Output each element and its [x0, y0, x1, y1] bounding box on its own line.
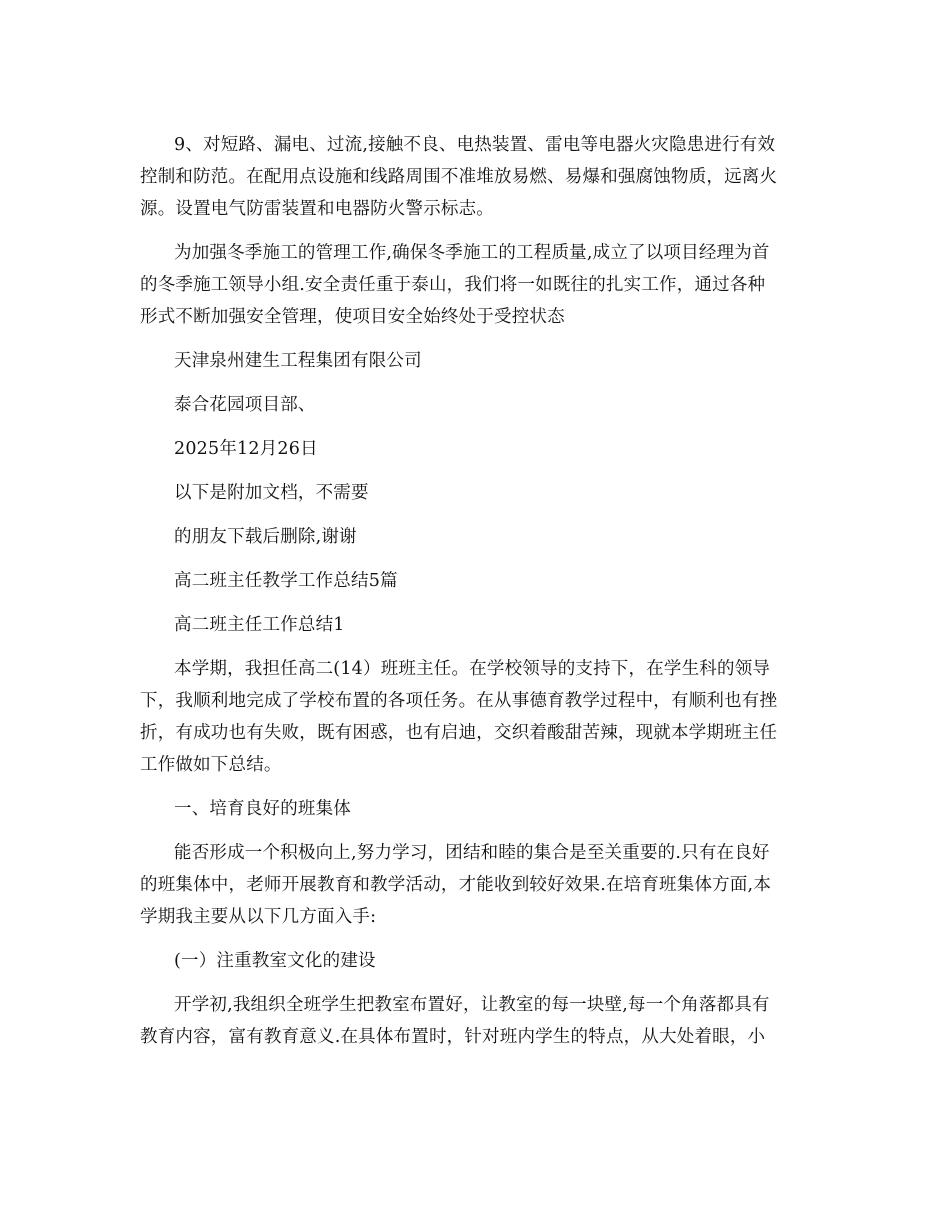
paragraph-line: 工作做如下总结。 — [140, 755, 282, 775]
paragraph-line: 9、对短路、漏电、过流,接触不良、电热装置、雷电等电器火灾隐患进行有效 — [174, 135, 776, 155]
paragraph-line: 开学初,我组织全班学生把教室布置好，让教室的每一块壁,每一个角落都具有 — [174, 995, 770, 1015]
paragraph-line: 为加强冬季施工的管理工作,确保冬季施工的工程质量,成立了以项目经理为首 — [174, 243, 770, 263]
paragraph-line: 下，我顺利地完成了学校布置的各项任务。在从事德育教学过程中，有顺利也有挫 — [140, 691, 778, 711]
paragraph-line: 源。设置电气防雷装置和电器防火警示标志。 — [140, 199, 494, 219]
paragraph-line: 的冬季施工领导小组.安全责任重于泰山，我们将一如既往的扎实工作，通过各种 — [140, 275, 766, 295]
appendix-note: 以下是附加文档，不需要 — [174, 483, 369, 503]
paragraph-line: 控制和防范。在配用点设施和线路周围不准堆放易燃、易爆和强腐蚀物质，远离火 — [140, 167, 778, 187]
paragraph-line: 的班集体中，老师开展教育和教学活动，才能收到较好效果.在培育班集体方面,本 — [140, 875, 772, 895]
document-title: 高二班主任教学工作总结5篇 — [174, 571, 398, 591]
department-name: 泰合花园项目部、 — [174, 395, 316, 415]
paragraph-line: 学期我主要从以下几方面入手: — [140, 907, 377, 927]
document-date: 2025年12月26日 — [174, 439, 318, 459]
paragraph-line: 本学期，我担任高二(14）班班主任。在学校领导的支持下，在学生科的领导 — [174, 659, 771, 679]
paragraph-line: 形式不断加强安全管理，使项目安全始终处于受控状态 — [140, 307, 565, 327]
document-body — [140, 129, 812, 1053]
subsection-heading: (一）注重教室文化的建设 — [174, 951, 376, 971]
appendix-note: 的朋友下载后删除,谢谢 — [174, 527, 357, 547]
company-name: 天津泉州建生工程集团有限公司 — [174, 351, 422, 371]
section-heading: 一、培育良好的班集体 — [174, 799, 351, 819]
paragraph-line: 能否形成一个积极向上,努力学习，团结和睦的集合是至关重要的.只有在良好 — [174, 843, 770, 863]
paragraph-line: 教育内容，富有教育意义.在具体布置时，针对班内学生的特点，从大处着眼，小 — [140, 1027, 766, 1047]
section-title: 高二班主任工作总结1 — [174, 615, 345, 635]
paragraph-line: 折，有成功也有失败，既有困惑，也有启迪，交织着酸甜苦辣，现就本学期班主任 — [140, 723, 778, 743]
